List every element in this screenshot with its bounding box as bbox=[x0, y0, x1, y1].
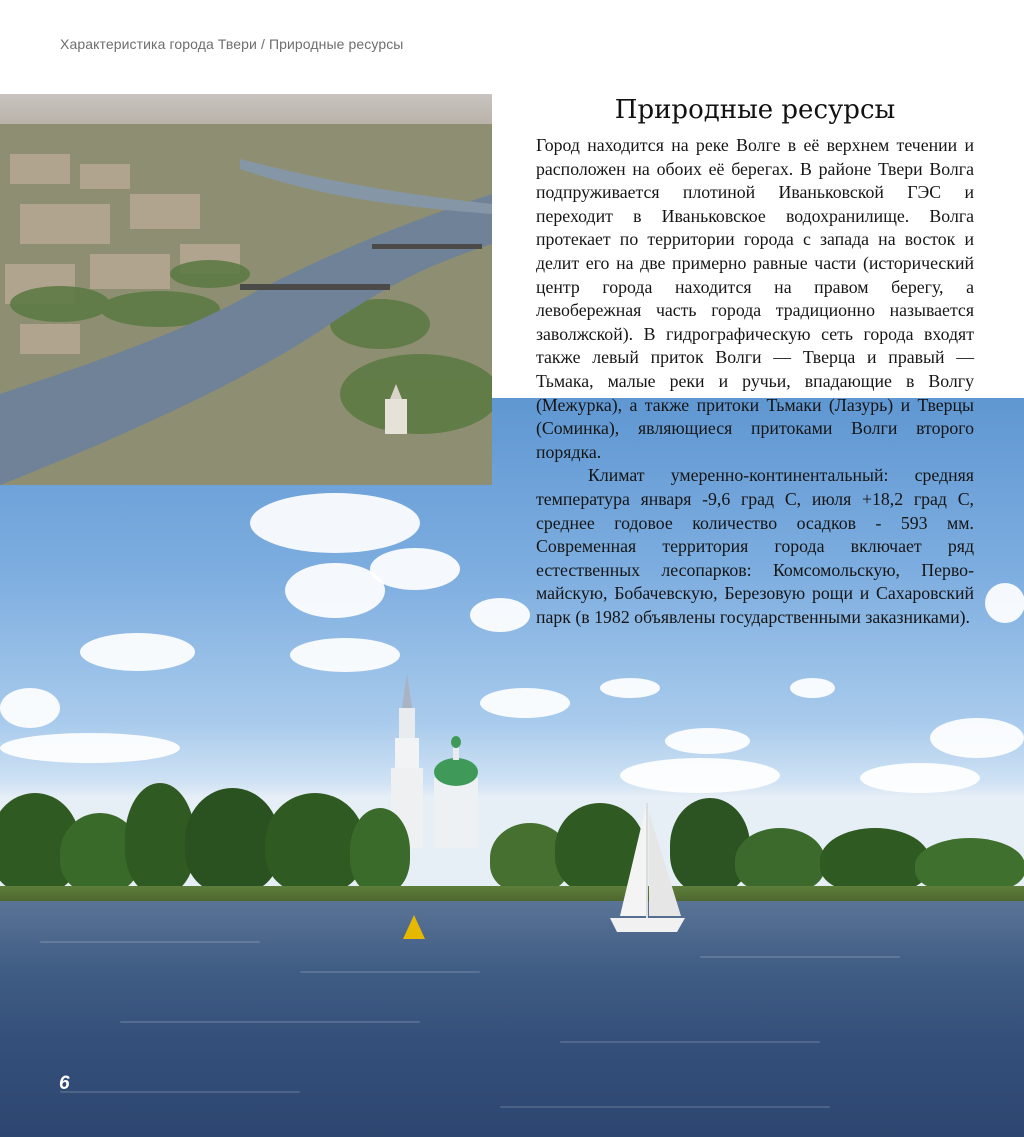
river-water bbox=[0, 901, 1024, 1137]
treeline bbox=[0, 783, 1024, 903]
paragraph-hydrography: Город находится на реке Волге в её верхнем течении и расположен на обоих её берегах. В районе Твери Волга подпруживается плотиной Иваньковской ГЭС и переходит в Иваньковское водохранилище. Волга протекает по территории города с запада на восток и делит его на две примерно равные части (исторический центр города находится на правом берегу, а левобережная часть города традиционно называется заволжской). В гидрографическую сеть города входят также левый приток Волги — Тверца и правый — Тьмака, малые реки и ручьи, впадающие в Волгу (Межурка), а также притоки Тьмаки (Лазурь) и Тверцы (Соминка), являющиеся притоками Волги второго порядка. bbox=[536, 135, 974, 462]
buoy-image bbox=[401, 913, 427, 943]
aerial-city-photo bbox=[0, 94, 492, 485]
sailboat-image bbox=[605, 798, 690, 938]
body-text bbox=[536, 134, 974, 629]
paragraph-climate: Климат умеренно-континентальный: средняя температура января -9,6 град С, июля +18,2 град С, среднее годовое количество осадков - 593 мм. Современная территория города включает ряд естественных лесопарков: Комсомольскую, Перво-майскую, Бобачевскую, Березовую рощи и Сахаровский парк (в 1982 объявлены государственными заказниками). bbox=[536, 465, 974, 627]
running-header: Характеристика города Твери / Природные ресурсы bbox=[60, 36, 404, 52]
aerial-river-image bbox=[0, 94, 492, 485]
page-number: 6 bbox=[59, 1073, 70, 1094]
section-title: Природные ресурсы bbox=[614, 95, 896, 126]
